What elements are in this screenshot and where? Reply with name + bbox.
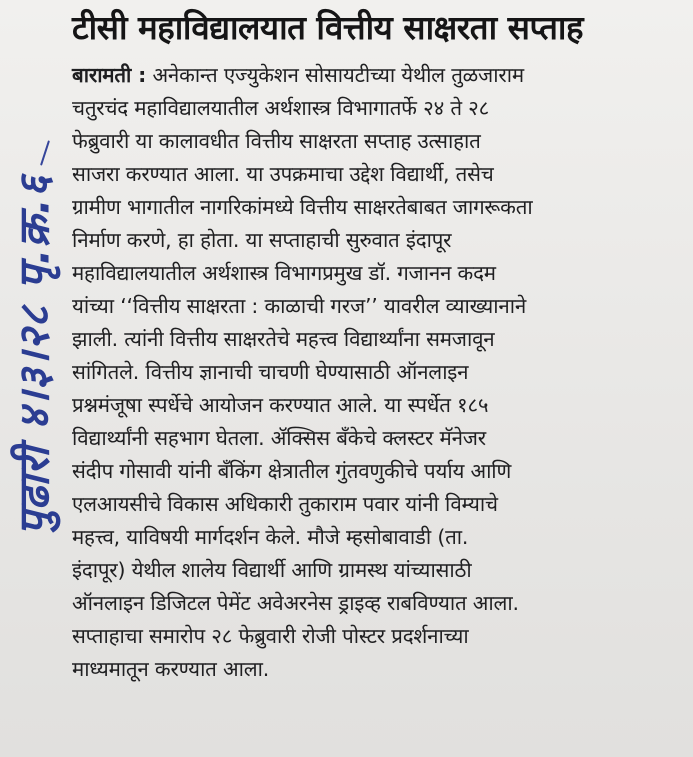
body-line: झाली. त्यांनी वित्तीय साक्षरतेचे महत्त्व विद्यार्थ्यांना समजावून	[72, 327, 495, 351]
news-article	[72, 6, 684, 686]
article-body	[72, 59, 684, 686]
body-line-text: अनेकान्त एज्युकेशन सोसायटीच्या येथील तुळजाराम	[152, 63, 524, 87]
body-line: फेब्रुवारी या कालावधीत वित्तीय साक्षरता सप्ताह उत्साहात	[72, 129, 481, 153]
body-line: एलआयसीचे विकास अधिकारी तुकाराम पवार यांनी विम्याचे	[72, 492, 498, 516]
handwritten-annotation	[4, 140, 62, 570]
article-headline: टीसी महाविद्यालयात वित्तीय साक्षरता सप्ताह	[72, 8, 584, 47]
body-line: इंदापूर) येथील शालेय विद्यार्थी आणि ग्रामस्थ यांच्यासाठी	[72, 558, 472, 582]
body-line: महत्त्व, याविषयी मार्गदर्शन केले. मौजे म्हसोबावाडी (ता.	[72, 525, 469, 549]
body-line: साजरा करण्यात आला. या उपक्रमाचा उद्देश विद्यार्थी, तसेच	[72, 162, 494, 186]
body-line: निर्माण करणे, हा होता. या सप्ताहाची सुरुवात इंदापूर	[72, 228, 452, 252]
body-line: महाविद्यालयातील अर्थशास्त्र विभागप्रमुख डॉ. गजानन कदम	[72, 261, 496, 285]
body-line: प्रश्नमंजूषा स्पर्धेचे आयोजन करण्यात आले. या स्पर्धेत १८५	[72, 393, 489, 417]
body-line: ऑनलाइन डिजिटल पेमेंट अवेअरनेस ड्राइव्ह राबविण्यात आला.	[72, 591, 519, 615]
body-line: सांगितले. वित्तीय ज्ञानाची चाचणी घेण्यासाठी ऑनलाइन	[72, 360, 469, 384]
article-dateline: बारामती :	[72, 63, 147, 87]
body-line: संदीप गोसावी यांनी बँकिंग क्षेत्रातील गुंतवणुकीचे पर्याय आणि	[72, 459, 512, 483]
body-line: चतुरचंद महाविद्यालयातील अर्थशास्त्र विभागातर्फे २४ ते २८	[72, 96, 490, 120]
pen-stroke-mark	[40, 140, 50, 165]
body-line	[72, 59, 684, 92]
body-line: माध्यमातून करण्यात आला.	[72, 657, 270, 681]
body-line: विद्यार्थ्यांनी सहभाग घेतला. ॲक्सिस बँकेचे क्लस्टर मॅनेजर	[72, 426, 486, 450]
body-line: ग्रामीण भागातील नागरिकांमध्ये वित्तीय साक्षरतेबाबत जागरूकता	[72, 195, 533, 219]
body-line: सप्ताहाचा समारोप २८ फेब्रुवारी रोजी पोस्टर प्रदर्शनाच्या	[72, 624, 469, 648]
handwritten-source-date: पुढारी ४।३।२८ पृ.क्र.६	[9, 174, 59, 536]
body-line: यांच्या ‘‘वित्तीय साक्षरता : काळाची गरज’’ यावरील व्याख्यानाने	[72, 294, 527, 318]
